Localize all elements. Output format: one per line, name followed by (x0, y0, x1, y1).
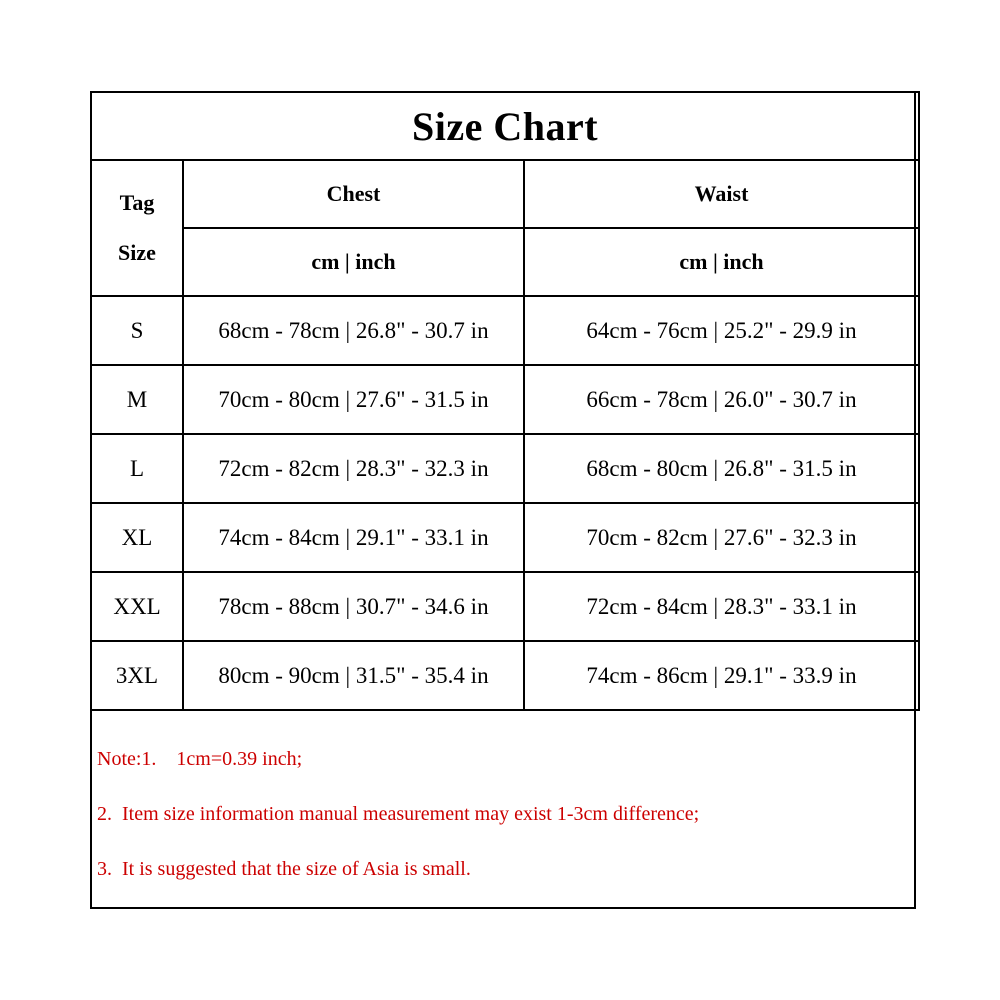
note-line: 3. It is suggested that the size of Asia is small. (97, 858, 471, 880)
waist-cell: 70cm - 82cm | 27.6" - 32.3 in (524, 503, 919, 572)
waist-cell: 74cm - 86cm | 29.1" - 33.9 in (524, 641, 919, 710)
chart-title: Size Chart (91, 92, 919, 160)
size-cell: 3XL (91, 641, 183, 710)
chest-cell: 68cm - 78cm | 26.8" - 30.7 in (183, 296, 524, 365)
waist-cell: 72cm - 84cm | 28.3" - 33.1 in (524, 572, 919, 641)
tag-size-header-line1: Tag (119, 190, 155, 215)
size-cell: XXL (91, 572, 183, 641)
waist-cell: 68cm - 80cm | 26.8" - 31.5 in (524, 434, 919, 503)
note-line: 2. Item size information manual measurement may exist 1-3cm difference; (97, 803, 700, 825)
chest-cell: 70cm - 80cm | 27.6" - 31.5 in (183, 365, 524, 434)
waist-header: Waist (524, 160, 919, 228)
size-cell: L (91, 434, 183, 503)
chest-cell: 74cm - 84cm | 29.1" - 33.1 in (183, 503, 524, 572)
note-line: Note:1. 1cm=0.39 inch; (97, 748, 303, 770)
chest-cell: 78cm - 88cm | 30.7" - 34.6 in (183, 572, 524, 641)
waist-unit-header: cm | inch (524, 228, 919, 296)
size-cell: XL (91, 503, 183, 572)
chest-header: Chest (183, 160, 524, 228)
chart-border (90, 91, 916, 909)
chest-cell: 80cm - 90cm | 31.5" - 35.4 in (183, 641, 524, 710)
size-cell: S (91, 296, 183, 365)
size-cell: M (91, 365, 183, 434)
chest-unit-header: cm | inch (183, 228, 524, 296)
waist-cell: 64cm - 76cm | 25.2" - 29.9 in (524, 296, 919, 365)
chest-cell: 72cm - 82cm | 28.3" - 32.3 in (183, 434, 524, 503)
tag-size-header-line2: Size (118, 240, 156, 265)
waist-cell: 66cm - 78cm | 26.0" - 30.7 in (524, 365, 919, 434)
